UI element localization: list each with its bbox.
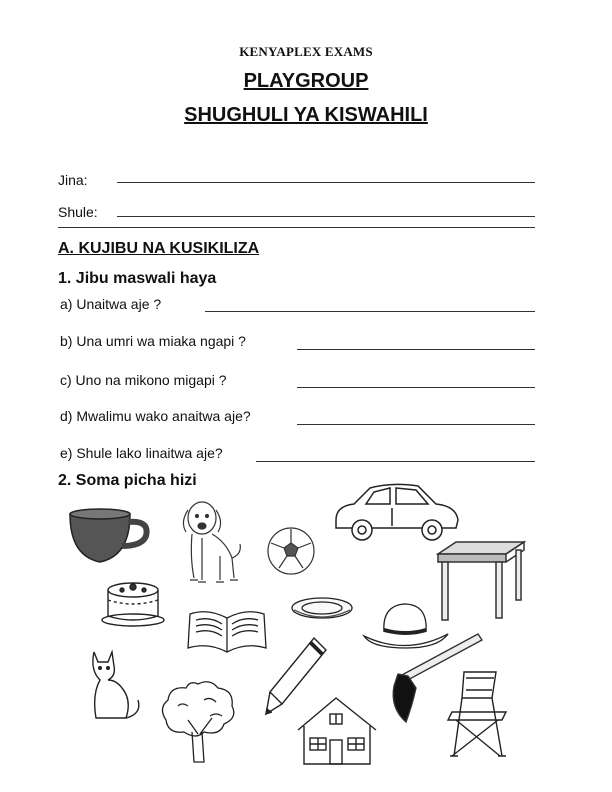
dog-icon [176,498,246,588]
car-icon [332,480,462,546]
answer-line-d[interactable] [297,424,535,425]
tree-icon [158,678,238,764]
subject-title: SHUGHULI YA KISWAHILI [184,104,428,126]
level-title: PLAYGROUP [243,70,369,92]
chair-icon [444,668,514,760]
answer-line-e[interactable] [256,461,535,462]
answer-line-a[interactable] [205,311,535,312]
cup-icon [68,506,154,566]
ball-icon [266,526,316,576]
answer-line-b[interactable] [297,349,535,350]
question-d: d) Mwalimu wako anaitwa aje? [60,408,251,424]
question-b: b) Una umri wa miaka ngapi ? [60,333,246,349]
name-answer-line[interactable] [117,182,535,183]
answer-line-c[interactable] [297,387,535,388]
question-e: e) Shule lako linaitwa aje? [60,445,223,461]
school-answer-line[interactable] [117,216,535,217]
q2-heading: 2. Soma picha hizi [58,472,197,489]
name-label: Jina: [58,172,88,188]
cake-icon [100,576,166,628]
exam-source: KENYAPLEX EXAMS [239,44,373,59]
house-icon [296,696,378,766]
plate-icon [290,596,354,622]
cat-icon [86,648,144,724]
book-icon [186,606,268,658]
section-a-title: A. KUJIBU NA KUSIKILIZA [58,240,260,257]
q1-heading: 1. Jibu maswali haya [58,270,217,287]
school-label: Shule: [58,204,98,220]
question-a: a) Unaitwa aje ? [60,296,162,312]
section-divider [58,227,535,228]
question-c: c) Uno na mikono migapi ? [60,372,227,388]
